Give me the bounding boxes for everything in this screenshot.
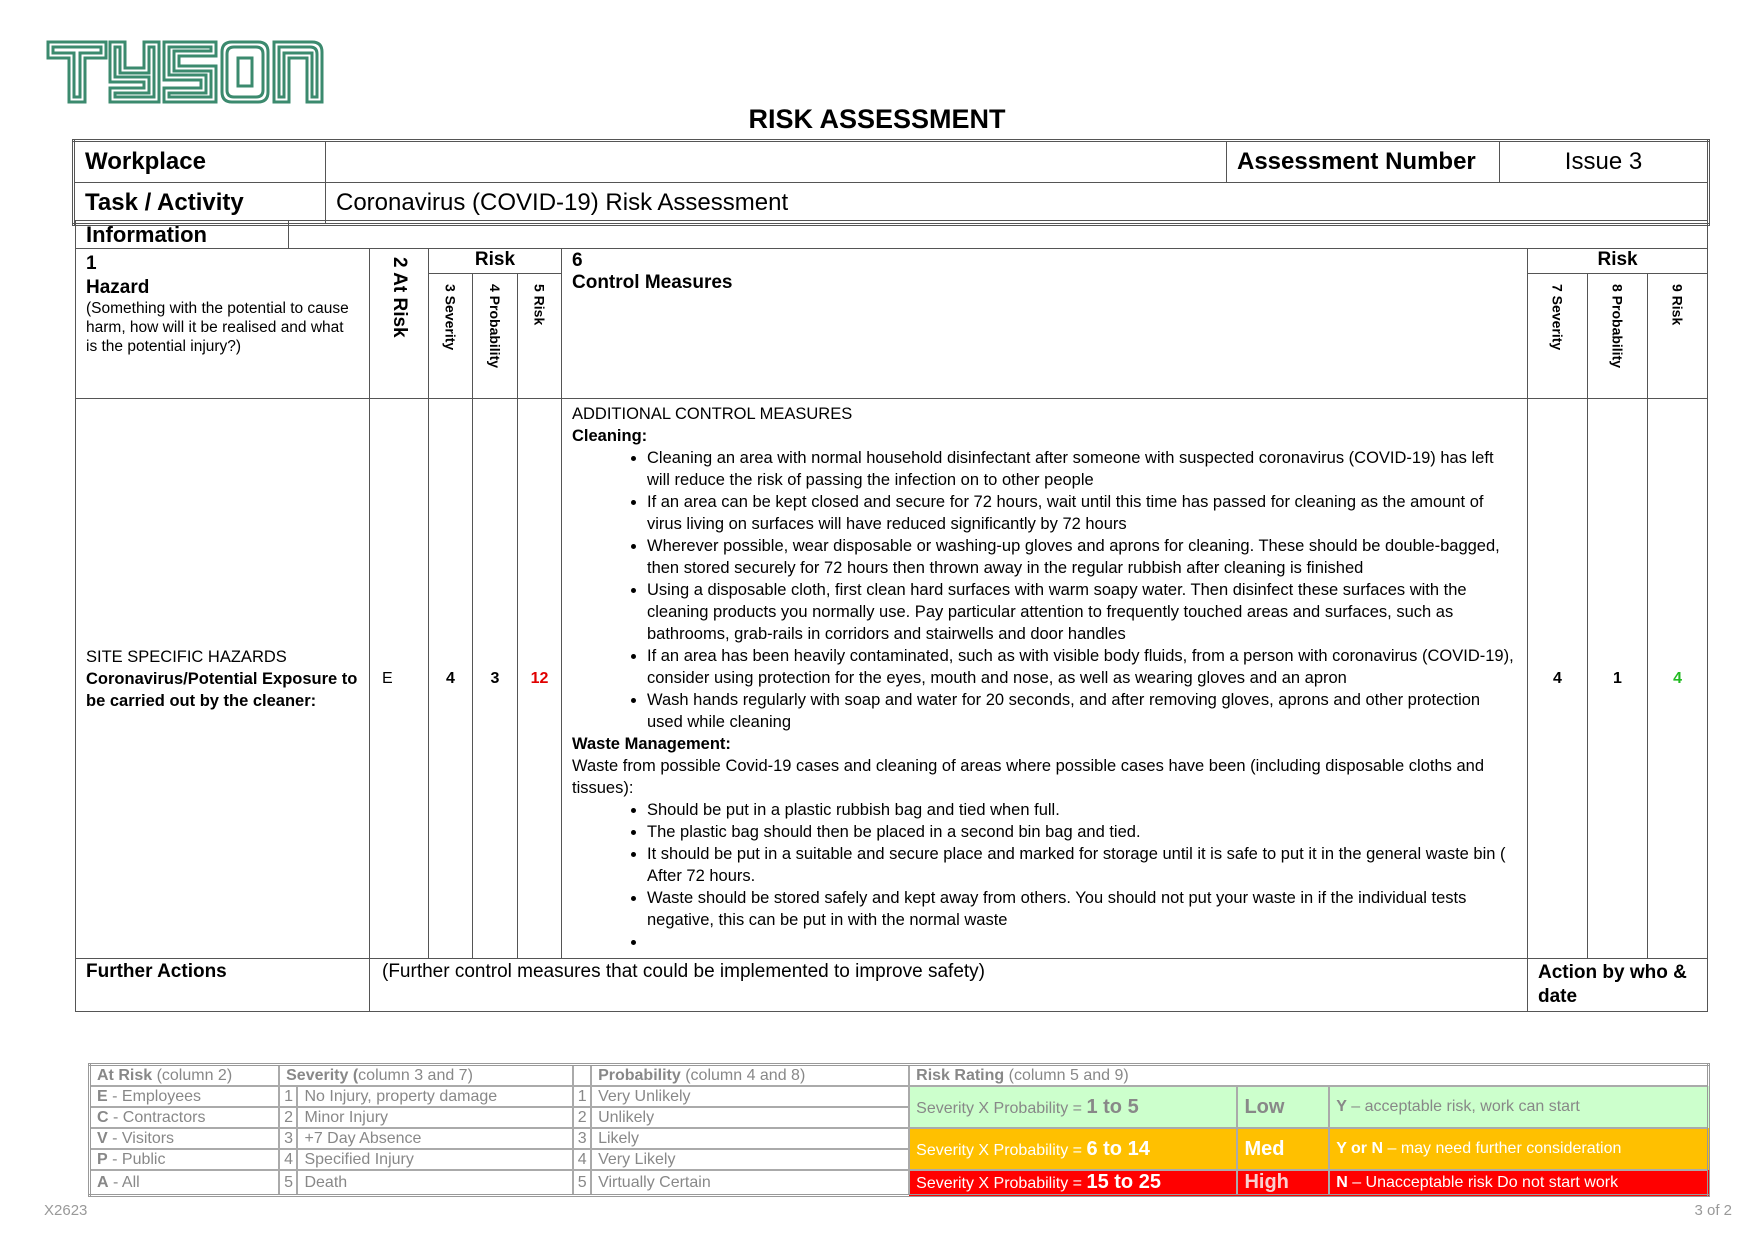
hazard-text: Coronavirus/Potential Exposure to be carried out by the cleaner:: [86, 669, 358, 710]
document-title: RISK ASSESSMENT: [748, 104, 1006, 134]
assessment-number-label: Assessment Number: [1227, 141, 1500, 183]
legend-probability-item: Very Likely: [591, 1149, 909, 1170]
legend-probability-item: Very Unlikely: [591, 1086, 909, 1107]
legend-probability-number: 4: [573, 1149, 591, 1170]
page-number: 3 of 2: [1694, 1202, 1732, 1219]
control-measures-heading: Control Measures: [572, 272, 733, 293]
col4-probability-header: 4 Probability: [487, 284, 503, 369]
col8-probability-header: 8 Probability: [1609, 284, 1626, 369]
legend-rating-low-level: Low: [1237, 1086, 1329, 1128]
col6-number: 6: [572, 250, 583, 271]
probability-value: 3: [473, 399, 518, 959]
legend-rating-low-desc: Y – acceptable risk, work can start: [1329, 1086, 1708, 1128]
legend-probability-item: Virtually Certain: [591, 1170, 909, 1196]
document-code: X2623: [44, 1202, 88, 1219]
table-row: [76, 399, 1708, 959]
site-specific-hazards-heading: SITE SPECIFIC HAZARDS: [86, 647, 287, 666]
list-item: • Waste should be stored safely and kept away from others. You should not put your waste in if the individual tests negative, this can be put in with the normal waste: [647, 887, 1517, 931]
additional-controls-heading: ADDITIONAL CONTROL MEASURES: [572, 405, 853, 423]
legend-probability-number: 2: [573, 1107, 591, 1128]
col5-risk-header: 5 Risk: [531, 284, 548, 326]
workplace-value: [326, 141, 1227, 183]
legend-severity-item: Specified Injury: [297, 1149, 572, 1170]
list-item: • If an area has been heavily contaminated, such as with visible body fluids, from a person with coronavirus (COVID-19), consider using protection for the eyes, mouth and nose, as well as wearing gloves and an apron: [647, 645, 1517, 689]
legend-at-risk-item: V - Visitors: [90, 1128, 280, 1149]
legend-severity-item: No Injury, property damage: [297, 1086, 572, 1107]
legend-probability-title: Probability (column 4 and 8): [591, 1065, 909, 1087]
further-actions-text: (Further control measures that could be implemented to improve safety): [370, 959, 1528, 1012]
legend-rating-high-level: High: [1237, 1170, 1329, 1196]
information-label: Information: [76, 221, 289, 248]
legend-probability-number: 1: [573, 1086, 591, 1107]
task-activity-label: Task / Activity: [74, 183, 326, 225]
risk-legend: [88, 1063, 1710, 1197]
legend-severity-title: Severity (column 3 and 7): [279, 1065, 573, 1087]
legend-at-risk-title: At Risk (column 2): [90, 1065, 280, 1087]
col7-severity-header: 7 Severity: [1549, 284, 1566, 351]
legend-risk-rating-title: Risk Rating (column 5 and 9): [909, 1065, 1708, 1087]
legend-at-risk-item: A - All: [90, 1170, 280, 1196]
header-table: [72, 139, 1710, 226]
waste-list: [572, 799, 1517, 953]
legend-probability-item: Likely: [591, 1128, 909, 1149]
risk-header: Risk: [429, 249, 562, 274]
risk-table: [75, 220, 1708, 1012]
list-item: • The plastic bag should then be placed in a second bin bag and tied.: [647, 821, 1517, 843]
legend-severity-item: Death: [297, 1170, 572, 1196]
legend-probability-number: 5: [573, 1170, 591, 1196]
cleaning-list: [572, 447, 1517, 733]
svg-text:TYSON: TYSON: [46, 116, 50, 117]
col1-number: 1: [86, 253, 97, 274]
col3-severity-header: 3 Severity: [442, 284, 459, 351]
assessment-number-value: Issue 3: [1500, 141, 1709, 183]
list-item: • Wherever possible, wear disposable or washing-up gloves and aprons for cleaning. These should be double-bagged, then stored securely for 72 hours then thrown away in the regular rubbish after cleaning is finished: [647, 535, 1517, 579]
legend-severity-number: 4: [279, 1149, 297, 1170]
list-item: • Cleaning an area with normal household disinfectant after someone with suspected coronavirus (COVID-19) has left will reduce the risk of passing the infection on to other people: [647, 447, 1517, 491]
severity-after-value: 4: [1528, 399, 1588, 959]
legend-at-risk-item: E - Employees: [90, 1086, 280, 1107]
legend-severity-number: 1: [279, 1086, 297, 1107]
waste-management-heading: Waste Management:: [572, 735, 731, 753]
list-item: [647, 931, 1517, 953]
list-item: • It should be put in a suitable and secure place and marked for storage until it is safe to put it in the general waste bin ( After 72 hours.: [647, 843, 1517, 887]
legend-rating-low-range: Severity X Probability = 1 to 5: [909, 1086, 1237, 1128]
list-item: • Should be put in a plastic rubbish bag and tied when full.: [647, 799, 1517, 821]
cleaning-heading: Cleaning:: [572, 427, 648, 445]
waste-intro: Waste from possible Covid-19 cases and cleaning of areas where possible cases have been (including disposable cloths and tissues):: [572, 757, 1484, 797]
legend-rating-med-range: Severity X Probability = 6 to 14: [909, 1128, 1237, 1170]
col9-risk-header: 9 Risk: [1669, 284, 1686, 326]
legend-severity-item: Minor Injury: [297, 1107, 572, 1128]
probability-after-value: 1: [1588, 399, 1648, 959]
risk-after-header: Risk: [1528, 249, 1708, 274]
list-item: • If an area can be kept closed and secure for 72 hours, wait until this time has passed for cleaning as the amount of virus living on surfaces will have reduced significantly by 72 hours: [647, 491, 1517, 535]
hazard-heading: Hazard: [86, 277, 150, 298]
legend-rating-med-level: Med: [1237, 1128, 1329, 1170]
risk-after-value: 4: [1648, 399, 1708, 959]
at-risk-value: E: [370, 399, 429, 959]
legend-severity-number: 3: [279, 1128, 297, 1149]
legend-severity-number: 5: [279, 1170, 297, 1196]
hazard-description: (Something with the potential to cause harm, how will it be realised and what is the potential injury?): [86, 300, 349, 355]
legend-rating-high-range: Severity X Probability = 15 to 25: [909, 1170, 1237, 1196]
further-actions-label: Further Actions: [76, 959, 370, 1012]
legend-rating-med-desc: Y or N – may need further consideration: [1329, 1128, 1708, 1170]
action-by-label: Action by who & date: [1528, 959, 1708, 1012]
legend-probability-item: Unlikely: [591, 1107, 909, 1128]
legend-at-risk-item: P - Public: [90, 1149, 280, 1170]
list-item: • Using a disposable cloth, first clean hard surfaces with warm soapy water. Then disinfect these surfaces with the cleaning products you normally use. Pay particular attention to frequently touched areas and surfaces, such as bathrooms, grab-rails in corridors and stairwells and door handles: [647, 579, 1517, 645]
task-activity-value: Coronavirus (COVID-19) Risk Assessment: [326, 183, 1709, 225]
list-item: • Wash hands regularly with soap and water for 20 seconds, and after removing gloves, aprons and other protection used while cleaning: [647, 689, 1517, 733]
legend-rating-high-desc: N – Unacceptable risk Do not start work: [1329, 1170, 1708, 1196]
severity-value: 4: [429, 399, 473, 959]
legend-severity-item: +7 Day Absence: [297, 1128, 572, 1149]
workplace-label: Workplace: [74, 141, 326, 183]
legend-severity-number: 2: [279, 1107, 297, 1128]
legend-at-risk-item: C - Contractors: [90, 1107, 280, 1128]
risk-value: 12: [518, 399, 562, 959]
legend-probability-number: 3: [573, 1128, 591, 1149]
col2-at-risk-header: 2 At Risk: [389, 257, 410, 338]
control-measures-cell: [562, 399, 1528, 959]
